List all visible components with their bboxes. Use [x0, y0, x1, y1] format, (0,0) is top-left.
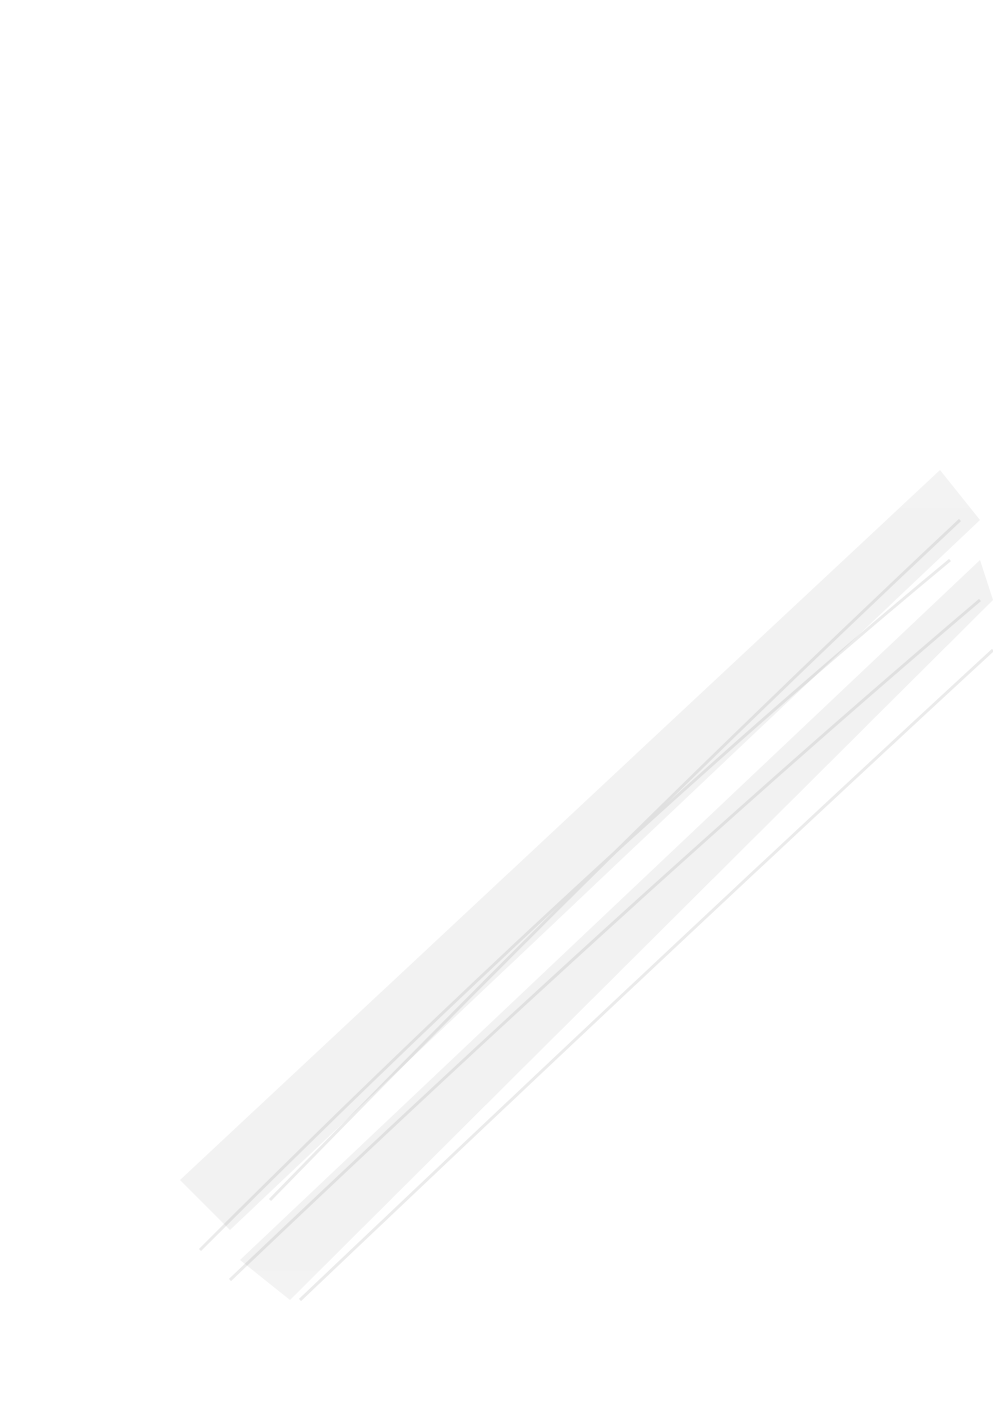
page-content: [152, 117, 844, 191]
